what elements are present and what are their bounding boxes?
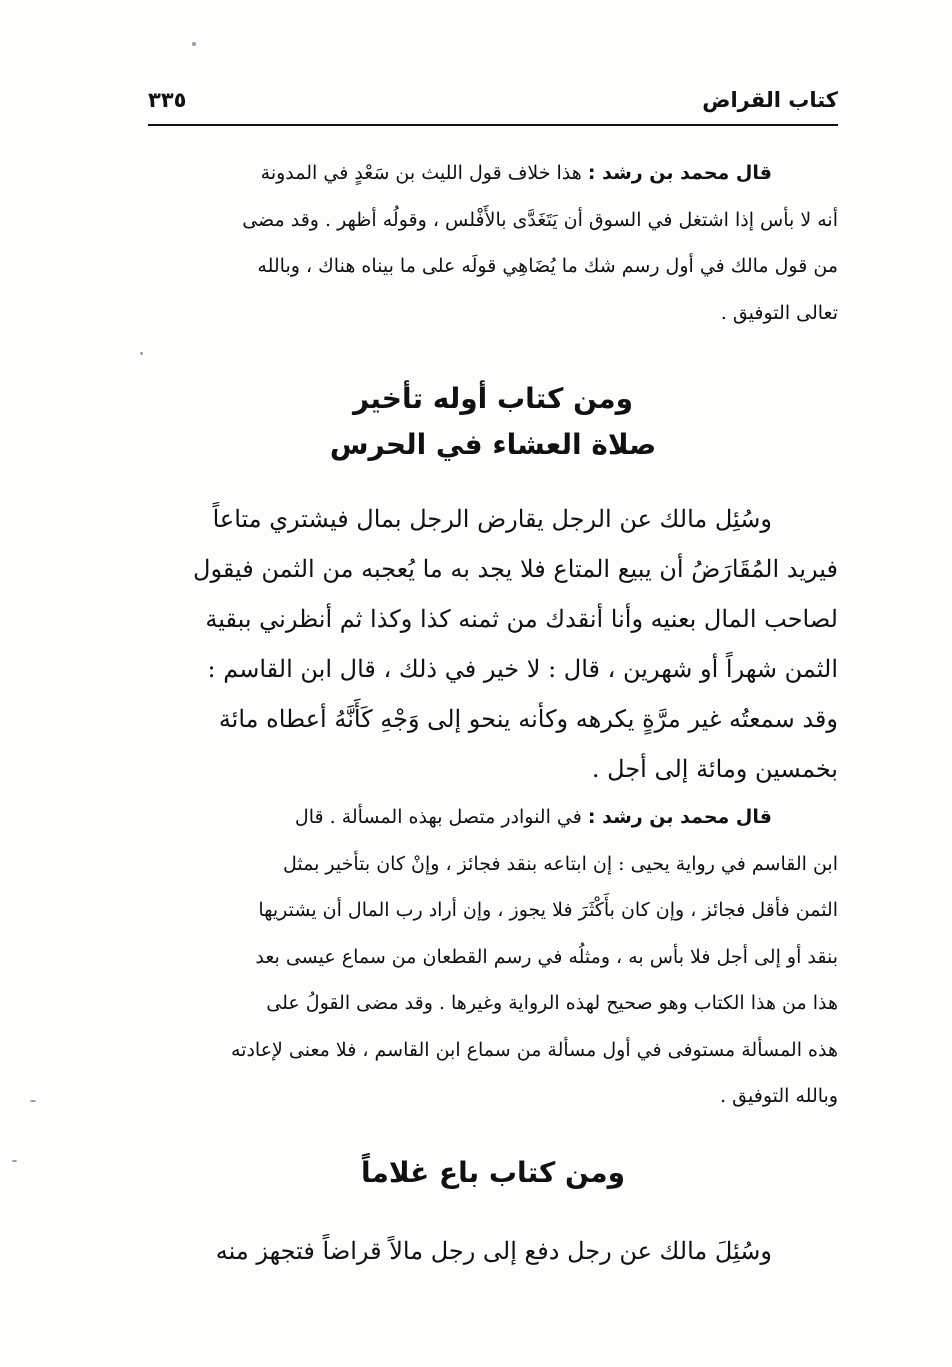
text-line: وسُئِل مالك عن الرجل يقارض الرجل بمال فيشتري متاعاً (212, 505, 772, 533)
text-line: وبالله التوفيق . (720, 1085, 838, 1107)
text-line: هذا من هذا الكتاب وهو صحيح لهذه الرواية وغيرها . وقد مضى القولُ على (266, 992, 838, 1014)
section-heading-1 (148, 376, 838, 468)
text-line: من قول مالك في أول رسم شك ما يُضَاهِي قولَه على ما بيناه هناك ، وبالله (257, 255, 838, 277)
heading-line: صلاة العشاء في الحرس (329, 428, 657, 461)
text-line: وقد سمعتُه غير مرَّةٍ يكرهه وكأنه ينحو إلى وَجْهِ كَأَنَّهُ أعطاه مائة (218, 705, 838, 733)
text-line: أنه لا بأس إذا اشتغل في السوق أن يَتَغَدَّى بالأَفْلس ، وقولُه أظهر . وقد مضى (242, 208, 838, 231)
header-rule (148, 124, 838, 126)
heading-line: ومن كتاب أوله تأخير (352, 382, 634, 415)
running-title: كتاب القراض (702, 88, 838, 112)
text-line: فيريد المُقَارَضُ أن يبيع المتاع فلا يجد به ما يُعجبه من الثمن فيقول (193, 555, 838, 583)
heading-line: ومن كتاب باع غلاماً (361, 1156, 625, 1189)
scan-speck (140, 352, 143, 355)
speaker-label: قال محمد بن رشد : (587, 162, 772, 184)
text-line: قال محمد بن رشد : هذا خلاف قول الليث بن سَعْدٍ في المدونة (260, 162, 772, 184)
text-line: الثمن شهراً أو شهرين ، قال : لا خير في ذلك ، قال ابن القاسم : (207, 655, 838, 683)
text-line: ابن القاسم في رواية يحيى : إن ابتاعه بنقد فجائز ، وإنْ كان بتأخير بمثل (282, 852, 838, 875)
text-line: تعالى التوفيق . (720, 301, 838, 324)
text-line: الثمن فأقل فجائز ، وإن كان بأَكْثَرَ فلا يجوز ، وإن أراد رب المال أن يشتريها (258, 899, 838, 921)
text-line: بخمسين ومائة إلى أجل . (591, 755, 838, 783)
page-header (148, 88, 838, 128)
commentary-paragraph-1 (148, 150, 838, 336)
text-line: بنقد أو إلى أجل فلا بأس به ، ومثلُه في رسم القطعان من سماع عيسى بعد (255, 945, 838, 968)
speaker-label: قال محمد بن رشد : (587, 806, 772, 828)
page-number: ٣٣٥ (148, 88, 187, 112)
commentary-paragraph-2 (148, 794, 838, 1120)
scan-speck (192, 42, 196, 46)
text-line: لصاحب المال بعنيه وأنا أنقدك من ثمنه كذا وكذا ثم أنظرني ببقية (205, 605, 838, 633)
main-paragraph-1 (148, 494, 838, 794)
text-line: وسُئِلَ مالك عن رجل دفع إلى رجل مالاً قراضاً فتجهز منه (215, 1237, 772, 1265)
text-line: قال محمد بن رشد : في النوادر متصل بهذه المسألة . قال (294, 806, 772, 828)
scan-speck (12, 1160, 17, 1162)
main-paragraph-2 (148, 1226, 838, 1276)
scan-speck (30, 1100, 36, 1102)
text-line: هذه المسألة مستوفى في أول مسألة من سماع ابن القاسم ، فلا معنى لإعادته (231, 1038, 838, 1061)
section-heading-2 (148, 1150, 838, 1196)
